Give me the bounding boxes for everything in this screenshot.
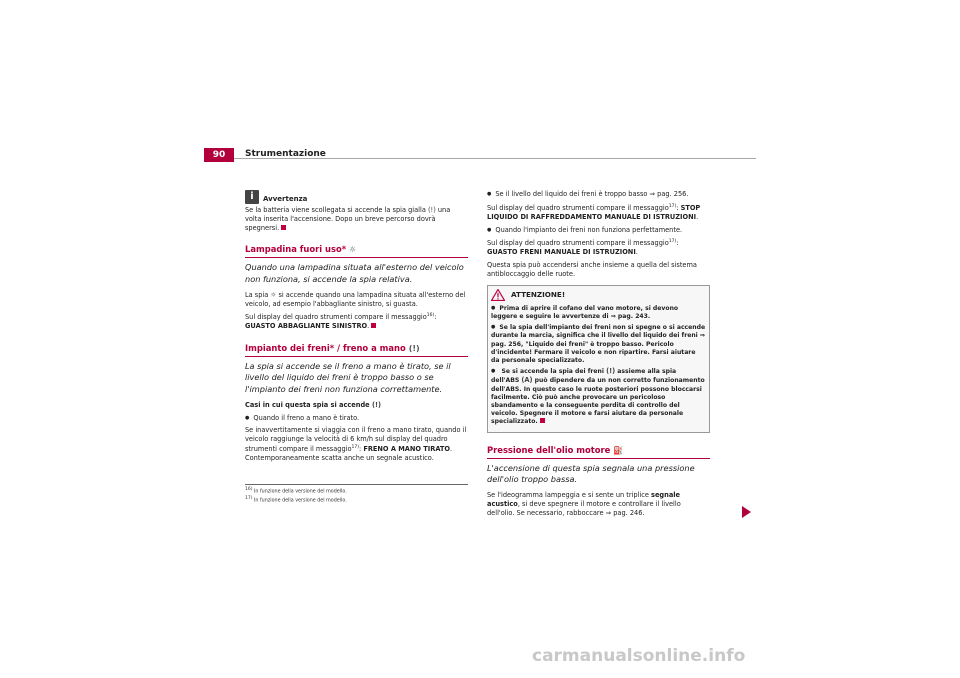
brake-bullet-2: ● Se il livello del liquido dei freni è troppo basso ⇒ pag. 256.: [487, 190, 710, 199]
note-icon: i: [245, 190, 259, 204]
oil-paragraph: Se l'ideogramma lampeggia e si sente un triplice segnale acustico, si deve spegnere il motore e controllare il livello dell'olio. Se necessario, rabboccare ⇒ pag. 246.: [487, 491, 681, 517]
brake-message-2: Sul display del quadro strumenti compare il messaggio$^{17)}$: GUASTO FRENI MANUALE DI ISTRUZIONI.: [487, 239, 679, 257]
brake-message-1: Sul display del quadro strumenti compare il messaggio$^{17)}$: STOP LIQUIDO DI RAFFREDDAMENTO MANUALE DI ISTRUZIONI.: [487, 203, 701, 221]
watermark: carmanualsonline.info: [532, 646, 746, 666]
abs-icon: (A): [521, 376, 533, 385]
warning-box: [487, 285, 710, 433]
footnotes: [245, 484, 468, 505]
brake-cases-heading: Casi in cui questa spia si accende (!): [245, 400, 381, 409]
note-header: [245, 190, 468, 204]
section-title-oil: Pressione dell'olio motore ⛽: [487, 445, 710, 459]
end-marker: [371, 323, 376, 328]
note-text: Se la batteria viene scollegata si accende la spia gialla (!) una volta inserita l'accensione. Dopo un breve percorso dovrà spegnersi.: [245, 206, 451, 232]
left-column: [245, 190, 468, 467]
battery-warning-icon: (!): [427, 206, 436, 214]
warning-triangle-icon: [491, 289, 505, 301]
brake-warning-icon: (!): [408, 344, 420, 354]
note-title: Avvertenza: [263, 195, 308, 204]
bulb-icon: ☼: [349, 245, 357, 255]
bulb-icon: ☼: [270, 290, 277, 299]
next-page-arrow-icon[interactable]: [742, 506, 751, 518]
lamp-paragraph-2: Sul display del quadro strumenti compare il messaggio$^{16)}$: GUASTO ABBAGLIANTE SINISTRO.: [245, 313, 437, 331]
brake-paragraph: Se inavvertitamente si viaggia con il freno a mano tirato, quando il veicolo raggiunge la velocità di 6 km/h sul display del quadro strumenti compare il messaggio$^{17)}$: FRENO A MANO TIRATO. Contemporaneamente scatta anche un segnale acustico.: [245, 426, 467, 462]
brake-warning-icon: (!): [606, 367, 616, 376]
oil-can-icon: ⛽: [613, 445, 624, 455]
abs-paragraph: Questa spia può accendersi anche insieme a quella del sistema antibloccaggio delle ruote.: [487, 261, 697, 278]
footnote: $^{17)}$ In funzione della versione del modello.: [245, 496, 347, 504]
brake-warning-icon: (!): [371, 400, 381, 409]
brake-bullet-1: ● Quando il freno a mano è tirato.: [245, 414, 468, 423]
brake-bullet-3: ● Quando l'impianto dei freni non funziona perfettamente.: [487, 226, 710, 235]
section-subtitle-oil: L'accensione di questa spia segnala una pressione dell'olio troppo bassa.: [487, 462, 695, 484]
warning-item-1: ● Prima di aprire il cofano del vano motore, si devono leggere e seguire le avvertenze di ⇒ pag. 243.: [491, 304, 706, 321]
section-title-lamp: Lampadina fuori uso* ☼: [245, 244, 468, 258]
section-title-brake: Impianto dei freni* / freno a mano (!): [245, 343, 468, 357]
lamp-paragraph-1: La spia ☼ si accende quando una lampadina situata all'esterno del veicolo, ad esempio l'abbagliante sinistro, si guasta.: [245, 290, 466, 308]
right-column: [487, 190, 710, 521]
end-marker: [281, 225, 286, 230]
section-subtitle-brake: La spia si accende se il freno a mano è tirato, se il livello del liquido dei freni è troppo basso o se l'impianto dei freni non funziona correttamente.: [245, 361, 451, 394]
end-marker: [540, 418, 545, 423]
section-subtitle-lamp: Quando una lampadina situata all'esterno del veicolo non funziona, si accende la spia relativa.: [245, 262, 464, 284]
warning-item-3: ● Se si accende la spia dei freni (!) assieme alla spia dell'ABS (A) può dipendere da un non corretto funzionamento dell'ABS. In questo caso le ruote posteriori possono bloccarsi facilmente. Ciò può anche provocare un pericoloso sbandamento e la conseguente perdita di controllo del veicolo. Spegnere il motore e farsi aiutare da personale specializzato.: [491, 367, 706, 426]
page-title: Strumentazione: [245, 149, 326, 159]
footnote: $^{16)}$ In funzione della versione del modello.: [245, 487, 347, 495]
page-number: 90: [204, 148, 234, 162]
warning-item-2: ● Se la spia dell'impianto dei freni non si spegne o si accende durante la marcia, significa che il livello del liquido dei freni ⇒ pag. 256, "Liquido dei freni" è troppo basso. Pericolo d'incidente! Fermare il veicolo e non ripartire. Farsi aiutare da personale specializzato.: [491, 323, 706, 365]
warning-header: [491, 289, 706, 301]
warning-title: ATTENZIONE!: [511, 289, 566, 299]
